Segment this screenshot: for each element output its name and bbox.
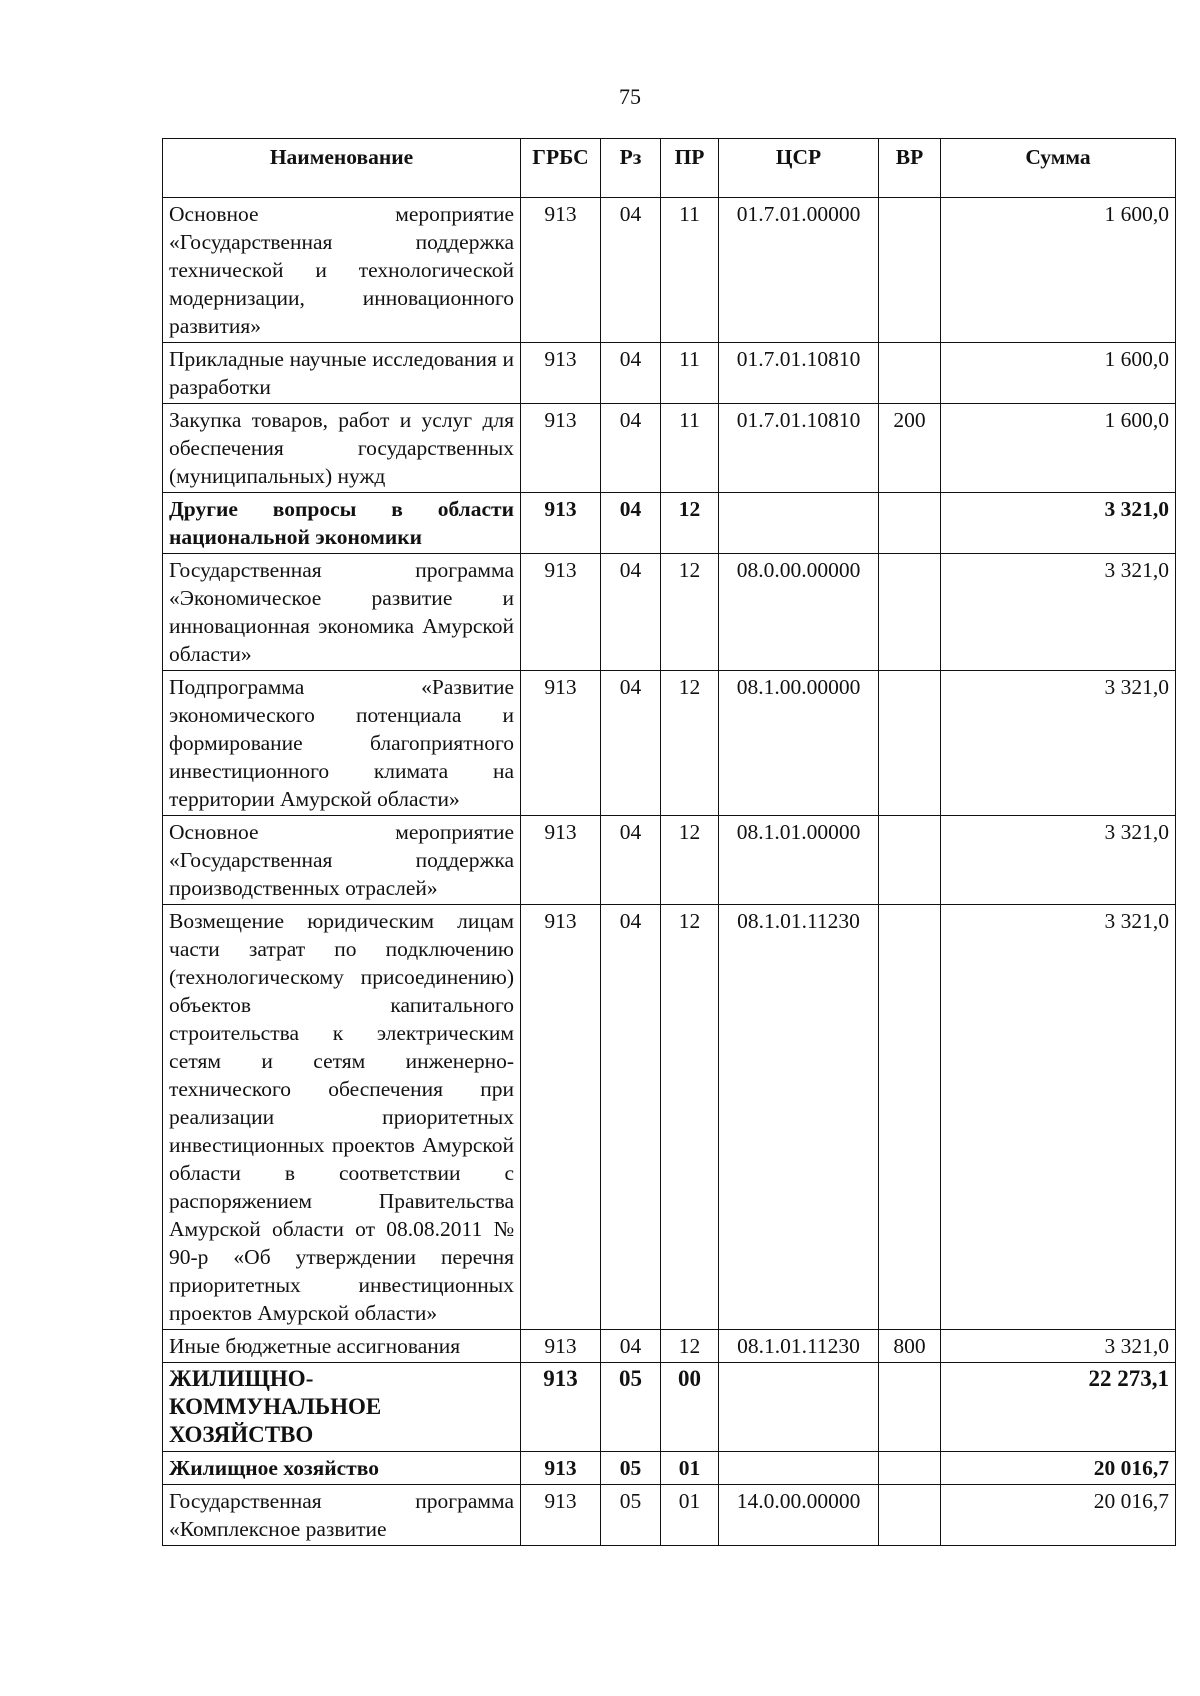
page-number: 75 [619, 84, 641, 109]
cell-rz: 04 [601, 493, 661, 554]
cell-vr: 200 [879, 404, 941, 493]
cell-vr [879, 198, 941, 343]
cell-vr [879, 343, 941, 404]
cell-name: Государственная программа «Комплексное развитие [163, 1485, 521, 1546]
cell-rz: 05 [601, 1363, 661, 1452]
cell-csr: 08.1.01.11230 [719, 1330, 879, 1363]
cell-vr [879, 816, 941, 905]
cell-sum: 22 273,1 [941, 1363, 1176, 1452]
cell-vr [879, 493, 941, 554]
cell-grbs: 913 [521, 1485, 601, 1546]
table-row [163, 905, 1176, 1330]
cell-rz: 04 [601, 198, 661, 343]
cell-rz: 04 [601, 1330, 661, 1363]
cell-pr: 01 [661, 1452, 719, 1485]
cell-name: Иные бюджетные ассигнования [163, 1330, 521, 1363]
cell-csr: 01.7.01.10810 [719, 404, 879, 493]
header-sum: Сумма [941, 139, 1176, 198]
cell-name: Жилищное хозяйство [163, 1452, 521, 1485]
cell-grbs: 913 [521, 554, 601, 671]
cell-pr: 11 [661, 198, 719, 343]
table-row [163, 816, 1176, 905]
cell-name: Закупка товаров, работ и услуг для обеспечения государственных (муниципальных) нужд [163, 404, 521, 493]
cell-name: Другие вопросы в области национальной экономики [163, 493, 521, 554]
table-row [163, 493, 1176, 554]
cell-grbs: 913 [521, 198, 601, 343]
cell-grbs: 913 [521, 1330, 601, 1363]
cell-sum: 3 321,0 [941, 816, 1176, 905]
table-row [163, 1330, 1176, 1363]
cell-name: Возмещение юридическим лицам части затрат по подключению (технологическому присоединению) объектов капитального строительства к электрическим сетям и сетям инженерно-технического обеспечения при реализации приоритетных инвестиционных проектов Амурской области в соответствии с распоряжением Правительства Амурской области от 08.08.2011 № 90-р «Об утверждении перечня приоритетных инвестиционных проектов Амурской области» [163, 905, 521, 1330]
cell-pr: 12 [661, 554, 719, 671]
cell-name: Государственная программа «Экономическое развитие и инновационная экономика Амурской области» [163, 554, 521, 671]
cell-name: Основное мероприятие «Государственная поддержка технической и технологической модернизации, инновационного развития» [163, 198, 521, 343]
cell-name: Подпрограмма «Развитие экономического потенциала и формирование благоприятного инвестиционного климата на территории Амурской области» [163, 671, 521, 816]
header-grbs: ГРБС [521, 139, 601, 198]
cell-pr: 11 [661, 404, 719, 493]
cell-grbs: 913 [521, 1363, 601, 1452]
table-header-row [163, 139, 1176, 198]
cell-sum: 3 321,0 [941, 671, 1176, 816]
cell-rz: 04 [601, 905, 661, 1330]
cell-csr [719, 1452, 879, 1485]
cell-sum: 20 016,7 [941, 1452, 1176, 1485]
budget-table [162, 138, 1176, 1546]
cell-rz: 04 [601, 671, 661, 816]
header-name: Наименование [163, 139, 521, 198]
cell-sum: 3 321,0 [941, 493, 1176, 554]
cell-pr: 12 [661, 671, 719, 816]
cell-csr: 08.1.01.11230 [719, 905, 879, 1330]
header-csr: ЦСР [719, 139, 879, 198]
cell-sum: 3 321,0 [941, 905, 1176, 1330]
cell-vr [879, 1485, 941, 1546]
cell-csr: 01.7.01.10810 [719, 343, 879, 404]
cell-csr: 08.0.00.00000 [719, 554, 879, 671]
cell-vr [879, 1363, 941, 1452]
cell-csr: 01.7.01.00000 [719, 198, 879, 343]
cell-sum: 20 016,7 [941, 1485, 1176, 1546]
cell-vr [879, 1452, 941, 1485]
cell-csr: 14.0.00.00000 [719, 1485, 879, 1546]
cell-rz: 05 [601, 1485, 661, 1546]
cell-rz: 04 [601, 554, 661, 671]
cell-grbs: 913 [521, 343, 601, 404]
cell-sum: 3 321,0 [941, 554, 1176, 671]
table-row [163, 1452, 1176, 1485]
cell-csr: 08.1.01.00000 [719, 816, 879, 905]
cell-pr: 00 [661, 1363, 719, 1452]
cell-rz: 04 [601, 343, 661, 404]
cell-pr: 01 [661, 1485, 719, 1546]
cell-grbs: 913 [521, 493, 601, 554]
cell-grbs: 913 [521, 905, 601, 1330]
cell-vr [879, 905, 941, 1330]
cell-vr [879, 671, 941, 816]
table-row [163, 671, 1176, 816]
cell-sum: 1 600,0 [941, 404, 1176, 493]
cell-sum: 1 600,0 [941, 343, 1176, 404]
cell-name: ЖИЛИЩНО-КОММУНАЛЬНОЕ ХОЗЯЙСТВО [163, 1363, 521, 1452]
header-rz: Рз [601, 139, 661, 198]
cell-csr [719, 1363, 879, 1452]
cell-csr: 08.1.00.00000 [719, 671, 879, 816]
cell-rz: 05 [601, 1452, 661, 1485]
cell-vr: 800 [879, 1330, 941, 1363]
table-row [163, 198, 1176, 343]
cell-name: Прикладные научные исследования и разработки [163, 343, 521, 404]
cell-sum: 3 321,0 [941, 1330, 1176, 1363]
cell-pr: 12 [661, 1330, 719, 1363]
table-row [163, 1363, 1176, 1452]
cell-rz: 04 [601, 816, 661, 905]
cell-name: Основное мероприятие «Государственная поддержка производственных отраслей» [163, 816, 521, 905]
cell-grbs: 913 [521, 816, 601, 905]
header-pr: ПР [661, 139, 719, 198]
cell-pr: 12 [661, 493, 719, 554]
table-row [163, 1485, 1176, 1546]
cell-pr: 12 [661, 816, 719, 905]
cell-sum: 1 600,0 [941, 198, 1176, 343]
cell-grbs: 913 [521, 671, 601, 816]
cell-pr: 11 [661, 343, 719, 404]
cell-vr [879, 554, 941, 671]
cell-pr: 12 [661, 905, 719, 1330]
table-row [163, 404, 1176, 493]
cell-grbs: 913 [521, 404, 601, 493]
cell-csr [719, 493, 879, 554]
table-row [163, 554, 1176, 671]
cell-rz: 04 [601, 404, 661, 493]
table-row [163, 343, 1176, 404]
cell-grbs: 913 [521, 1452, 601, 1485]
header-vr: ВР [879, 139, 941, 198]
table-body [163, 198, 1176, 1546]
